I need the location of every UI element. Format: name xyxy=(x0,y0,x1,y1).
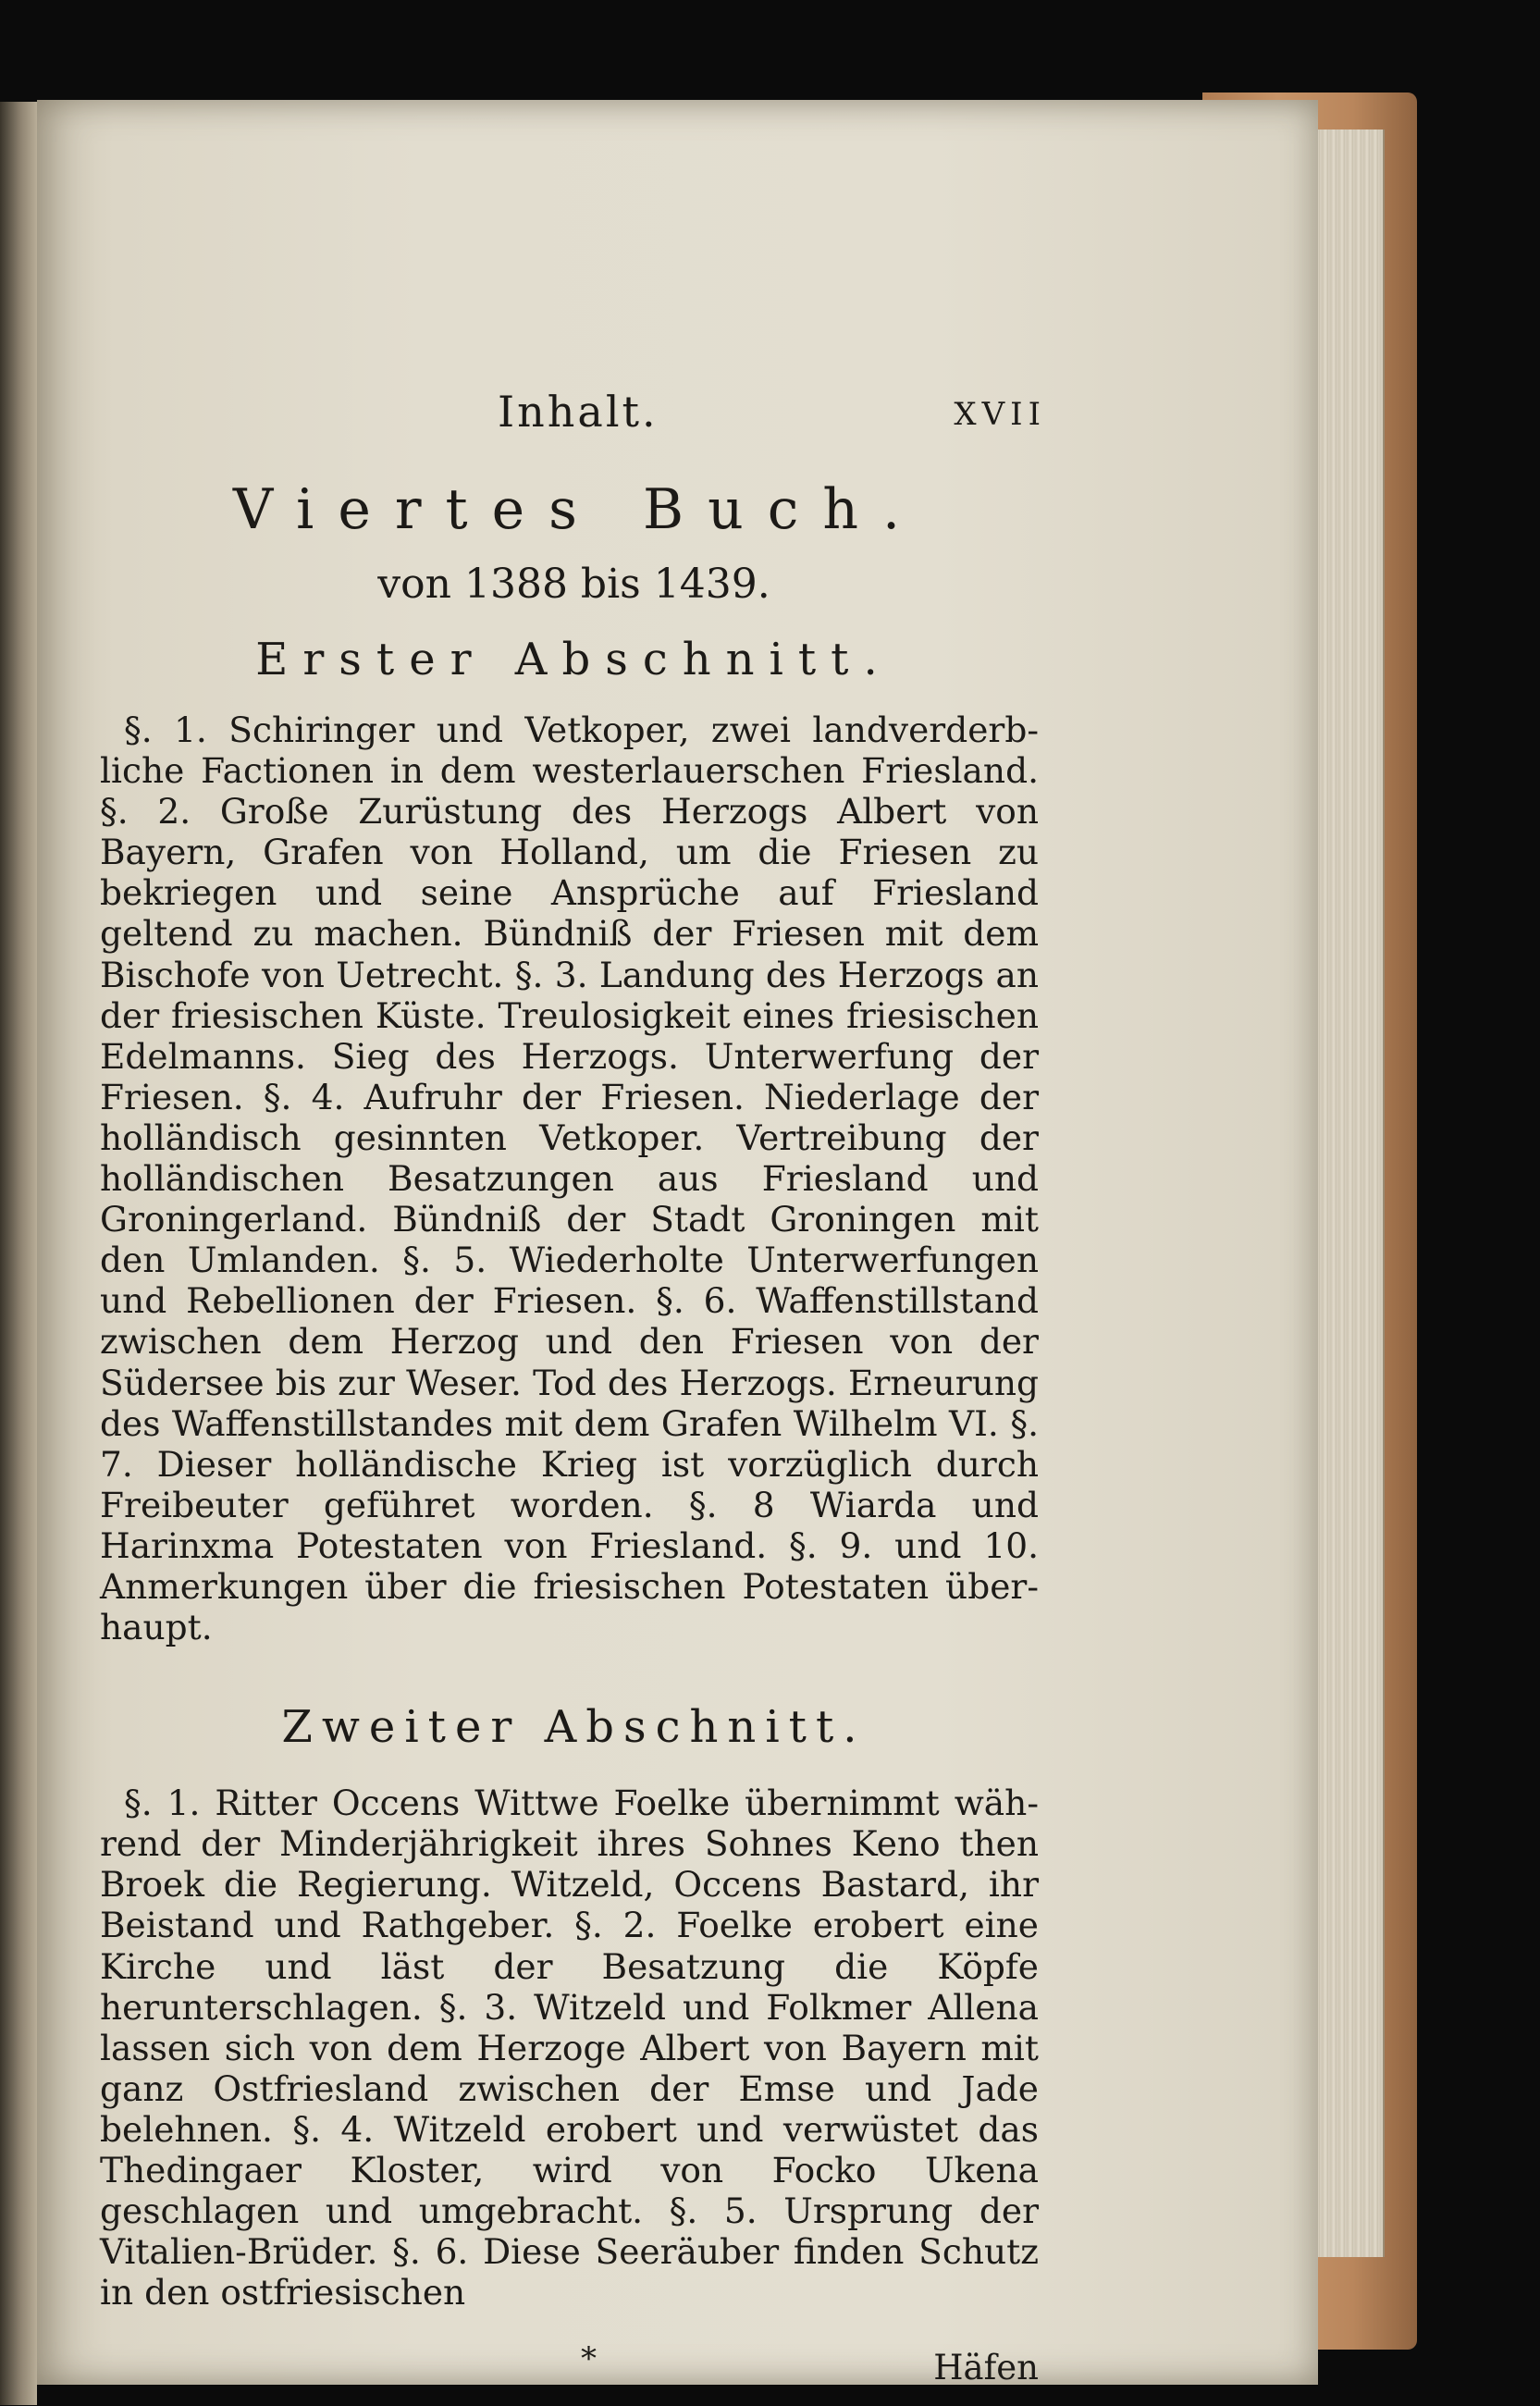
catchword: Häfen xyxy=(933,2347,1039,2387)
section-summary-first: §. 1. Schiringer und Vetkoper, zwei landverderbliche Factionen in dem westerlauerschen Friesland. §. 2. Große Zurüstung des Herzogs Albert von Bayern, Grafen von Holland, um die Friesen zu bekriegen und seine Ansprüche auf Friesland geltend zu machen. Bündniß der Friesen mit dem Bischofe von Uetrecht. §. 3. Landung des Herzogs an der friesischen Küste. Treulosigkeit eines friesischen Edelmanns. Sieg des Herzogs. Unterwerfung der Friesen. §. 4. Aufruhr der Friesen. Niederlage der holländisch gesinnten Vetkoper. Vertreibung der holländischen Besatzungen aus Friesland und Groningerland. Bündniß der Stadt Groningen mit den Umlanden. §. 5. Wiederholte Unterwerfungen und Rebellionen der Friesen. §. 6. Waffenstillstand zwischen dem Herzog und den Friesen von der Südersee bis zur Weser. Tod des Herzogs. Erneurung des Waffenstillstandes mit dem Grafen Wilhelm VI. §. 7. Dieser holländische Krieg ist vorzüglich durch Freibeuter geführet worden. §. 8 Wiarda und Harinxma Potestaten von Friesland. §. 9. und 10. Anmerkungen über die friesischen Potestaten überhaupt. xyxy=(100,709,1039,1648)
signature-mark: * xyxy=(581,2339,597,2377)
date-range: von 1388 bis 1439. xyxy=(377,561,770,608)
page-footer xyxy=(100,2339,1039,2394)
section-title-second: Zweiter Abschnitt. xyxy=(281,1701,867,1754)
section-summary-second: §. 1. Ritter Occens Wittwe Foelke übernimmt während der Minderjährigkeit ihres Sohnes Keno then Broek die Regierung. Witzeld, Occens Bastard, ihr Beistand und Rathgeber. §. 2. Foelke erobert eine Kirche und läst der Besatzung die Köpfe herunterschlagen. §. 3. Witzeld und Folkmer Allena lassen sich von dem Herzoge Albert von Bayern mit ganz Ostfriesland zwischen der Emse und Jade belehnen. §. 4. Witzeld erobert und verwüstet das Thedingaer Kloster, wird von Focko Ukena geschlagen und umgebracht. §. 5. Ursprung der Vitalien-Brüder. §. 6. Diese Seeräuber finden Schutz in den ostfriesischen xyxy=(100,1783,1039,2313)
running-header xyxy=(100,387,1046,461)
page-text-block xyxy=(100,387,1046,2394)
page-number: XVII xyxy=(954,396,1046,433)
book-page xyxy=(37,100,1318,2385)
running-header-title: Inhalt. xyxy=(498,387,659,437)
adjacent-page-edge xyxy=(0,102,37,2405)
section-title-first: Erster Abschnitt. xyxy=(255,634,893,685)
book-title: Viertes Buch. xyxy=(232,477,925,542)
